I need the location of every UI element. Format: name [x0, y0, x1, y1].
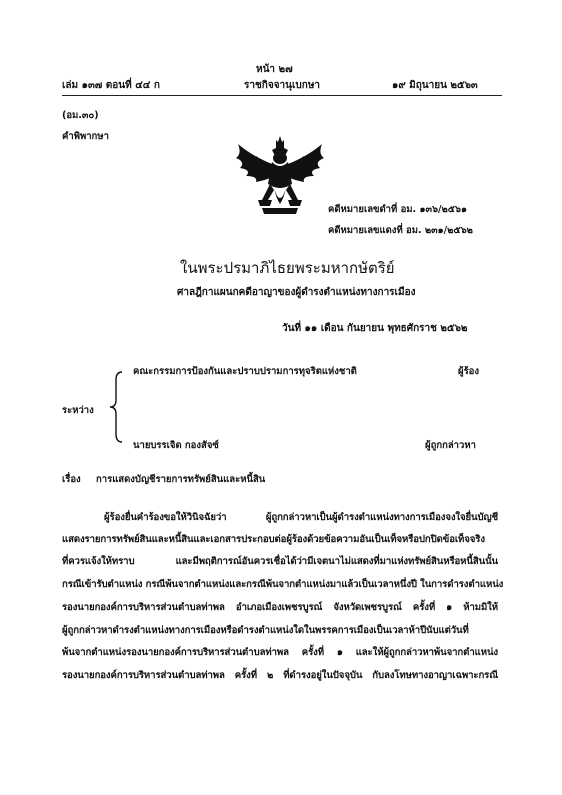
- gazette-name: ราชกิจจานุเบกษา: [244, 80, 321, 91]
- header-rule: [62, 95, 502, 96]
- red-case-number: คดีหมายเลขแดงที่ อม. ๒๓๑/๒๕๖๒: [328, 225, 473, 236]
- publish-date: ๑๙ มิถุนายน ๒๕๖๓: [392, 80, 478, 91]
- body-line: แสดงรายการทรัพย์สินและหนี้สินและเอกสารประกอบต่อผู้ร้องด้วยข้อความอันเป็นเท็จหรือปกปิดข้อเท็จจริง: [62, 534, 485, 545]
- doc-type: คำพิพากษา: [62, 131, 109, 142]
- body-line: ที่ควรแจ้งให้ทราบ และมีพฤติการณ์อันควรเชื่อได้ว่ามีเจตนาไม่แสดงที่มาแห่งทรัพย์สินหรือหนี้สินนั้น: [62, 556, 498, 567]
- court-name: ศาลฎีกาแผนกคดีอาญาของผู้ดำรงตำแหน่งทางการเมือง: [177, 287, 416, 298]
- body-line: กรณีเข้ารับตำแหน่ง กรณีพ้นจากตำแหน่งและกรณีพ้นจากตำแหน่งมาแล้วเป็นเวลาหนึ่งปี ในการดำรงตำแหน่ง: [62, 579, 504, 590]
- black-case-number: คดีหมายเลขดำที่ อม. ๑๓๖/๒๕๖๑: [328, 204, 468, 215]
- defendant-role: ผู้ถูกกล่าวหา: [425, 440, 476, 451]
- defendant-name: นายบรรเจิด กองสัจซ์: [133, 440, 219, 451]
- plaintiff-name: คณะกรรมการป้องกันและปราบปรามการทุจริตแห่งชาติ: [133, 366, 357, 377]
- between-label: ระหว่าง: [62, 405, 94, 416]
- body-line: ผู้ร้องยื่นคำร้องขอให้วินิจฉัยว่า ผู้ถูกกล่าวหาเป็นผู้ดำรงตำแหน่งทางการเมืองจงใจยื่นบัญชี: [104, 512, 498, 523]
- body-line: ผู้ถูกกล่าวหาดำรงตำแหน่งทางการเมืองหรือดำรงตำแหน่งใดในพรรคการเมืองเป็นเวลาห้าปีนับแต่วันที่: [62, 625, 469, 636]
- decision-date: วันที่ ๑๑ เดือน กันยายน พุทธศักราช ๒๕๖๒: [282, 323, 468, 334]
- page-number: หน้า ๒๗: [256, 64, 293, 75]
- body-line: รองนายกองค์การบริหารส่วนตำบลท่าพล อำเภอเมืองเพชรบูรณ์ จังหวัดเพชรบูรณ์ ครั้งที่ ๑ ห้ามมิให้: [62, 602, 498, 613]
- royal-title: ในพระปรมาภิไธยพระมหากษัตริย์: [180, 259, 395, 277]
- form-code: (อม.๓๐): [62, 110, 99, 121]
- body-line: พ้นจากตำแหน่งรองนายกองค์การบริหารส่วนตำบลท่าพล ครั้งที่ ๑ และให้ผู้ถูกกล่าวหาพ้นจากตำแหน่ง: [62, 647, 498, 658]
- subject-label: เรื่อง: [62, 474, 81, 485]
- body-line: รองนายกองค์การบริหารส่วนตำบลท่าพล ครั้งที่ ๒ ที่ดำรงอยู่ในปัจจุบัน กับลงโทษทางอาญาเฉพาะกรณี: [62, 670, 498, 681]
- plaintiff-role: ผู้ร้อง: [458, 366, 480, 377]
- volume-issue: เล่ม ๑๓๗ ตอนที่ ๔๔ ก: [62, 80, 160, 91]
- brace-icon: [106, 370, 124, 444]
- subject-text: การแสดงบัญชีรายการทรัพย์สินและหนี้สิน: [96, 474, 266, 485]
- garuda-emblem-icon: [232, 134, 328, 218]
